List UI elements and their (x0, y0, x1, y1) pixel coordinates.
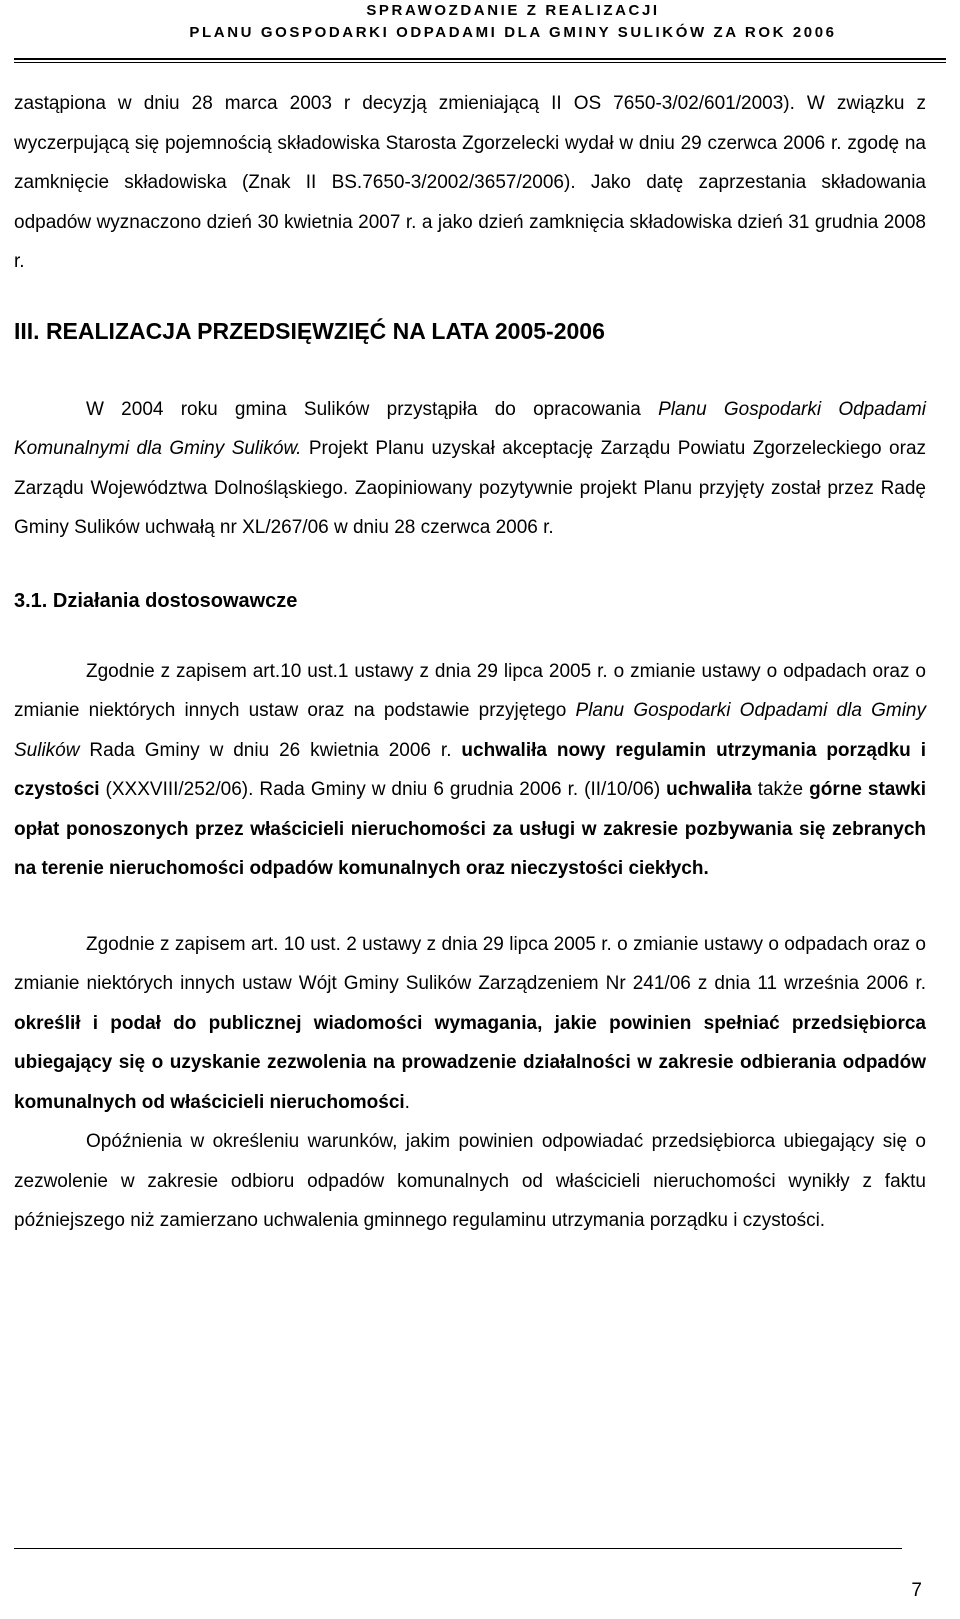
paragraph-landfill: zastąpiona w dniu 28 marca 2003 r decyzją zmieniającą II OS 7650-3/02/601/2003). W związku z wyczerpującą się pojemnością składowiska Starosta Zgorzelecki wydał w dniu 29 czerwca 2006 r. zgodę na zamknięcie składowiska (Znak II BS.7650-3/2002/3657/2006). Jako datę zaprzestania składowania odpadów wyznaczono dzień 30 kwietnia 2007 r. a jako dzień zamknięcia składowiska dzień 31 grudnia 2008 r. (14, 93, 926, 272)
paragraph-requirements (14, 925, 926, 1123)
subsection-title: 3.1. Działania dostosowawcze (14, 589, 298, 612)
paragraph-plan (14, 390, 926, 548)
text-run: Zgodnie z zapisem art.10 ust.1 ustawy z dnia 29 lipca 2005 r. o zmianie ustawy o odpadach oraz o zmianie niektórych innych ustaw oraz na podstawie przyjętego (14, 660, 926, 721)
page-number: 7 (911, 1580, 922, 1601)
section-title: III. REALIZACJA PRZEDSIĘWZIĘĆ NA LATA 2005-2006 (14, 317, 605, 344)
text-run: Zgodnie z zapisem art. 10 ust. 2 ustawy z dnia 29 lipca 2005 r. o zmianie ustawy o odpadach oraz o zmianie niektórych innych ustaw Wójt Gminy Sulików Zarządzeniem Nr 241/06 z dnia 11 września 2006 r. (14, 933, 926, 994)
paragraph-regulations (14, 652, 926, 889)
header-divider (14, 58, 946, 60)
text-run: W 2004 roku gmina Sulików przystąpiła do opracowania (86, 398, 659, 420)
paragraph-delays: Opóźnienia w określeniu warunków, jakim powinien odpowiadać przedsiębiorca ubiegający się o zezwolenie w zakresie odbioru odpadów komunalnych od właścicieli nieruchomości wynikły z faktu późniejszego niż zamierzano uchwalenia gminnego regulaminu utrzymania porządku i czystości. (14, 1131, 926, 1231)
text-run: . (404, 1091, 410, 1113)
bold-run: uchwaliła (666, 779, 752, 800)
text-run: (XXXVIII/252/06). Rada Gminy w dniu 6 grudnia 2006 r. (II/10/06) (99, 779, 667, 800)
italic-run: Planu Gospodarki Odpadami Komunalnymi dla Gminy Sulików. (14, 398, 926, 459)
running-header (0, 0, 960, 44)
italic-run: Planu Gospodarki Odpadami dla Gminy Sulików (14, 700, 926, 761)
footer-divider (14, 1548, 902, 1549)
page-content (14, 84, 926, 1241)
bold-run: uchwaliła nowy regulamin utrzymania porządku i czystości (14, 739, 926, 800)
header-divider-thin (14, 62, 946, 63)
bold-run: górne stawki opłat ponoszonych przez właścicieli nieruchomości za usługi w zakresie pozbywania się zebranych na terenie nieruchomości odpadów komunalnych oraz nieczystości ciekłych. (14, 779, 926, 879)
bold-run: określił i podał do publicznej wiadomości wymagania, jakie powinien spełniać przedsiębiorca ubiegający się o uzyskanie zezwolenia na prowadzenie działalności w zakresie odbierania odpadów komunalnych od właścicieli nieruchomości (14, 1012, 926, 1113)
header-line-2: PLANU GOSPODARKI ODPADAMI DLA GMINY SULIKÓW ZA ROK 2006 (189, 24, 837, 41)
text-run: Projekt Planu uzyskał akceptację Zarządu Powiatu Zgorzeleckiego oraz Zarządu Województwa Dolnośląskiego. Zaopiniowany pozytywnie projekt Planu przyjęty został przez Radę Gminy Sulików uchwałą nr XL/267/06 w dniu 28 czerwca 2006 r. (14, 438, 927, 538)
text-run: także (751, 779, 810, 800)
header-line-1: SPRAWOZDANIE Z REALIZACJI (366, 2, 660, 19)
text-run: Rada Gminy w dniu 26 kwietnia 2006 r. (79, 739, 462, 761)
